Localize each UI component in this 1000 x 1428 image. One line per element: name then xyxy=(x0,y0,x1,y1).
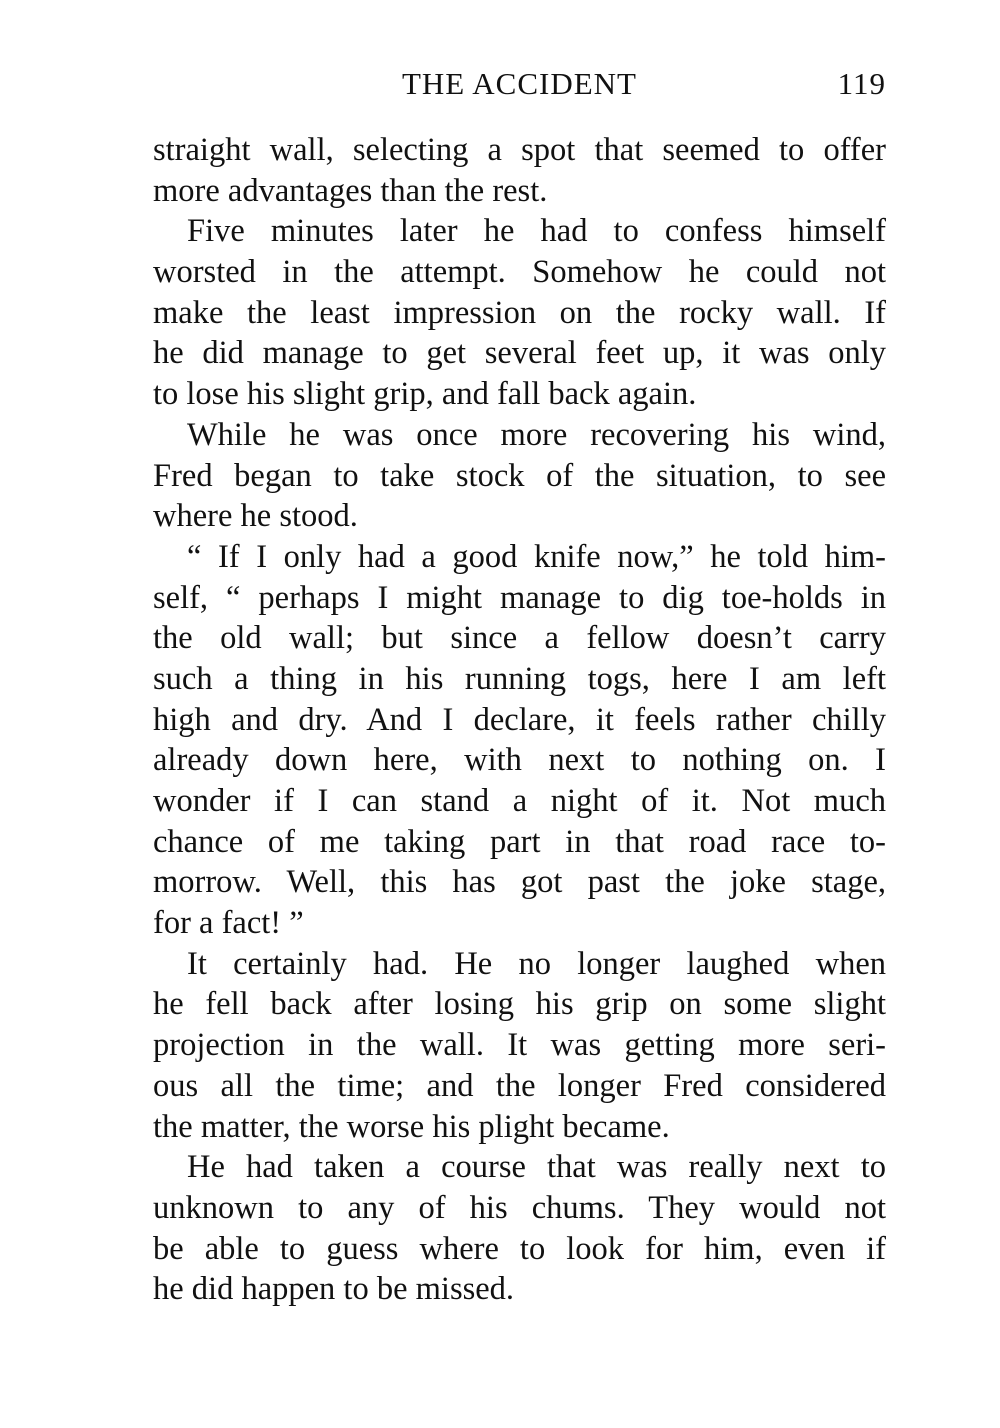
text-line: make the least impression on the rocky wall. If xyxy=(153,294,886,331)
text-line: be able to guess where to look for him, even if xyxy=(153,1230,886,1267)
text-line: already down here, with next to nothing on. I xyxy=(153,742,886,779)
text-line: projection in the wall. It was getting more seri- xyxy=(153,1027,886,1064)
text-line: ous all the time; and the longer Fred considered xyxy=(153,1067,886,1104)
text-line: he fell back after losing his grip on some slight xyxy=(153,986,886,1023)
text-line: more advantages than the rest. xyxy=(153,172,548,209)
running-header xyxy=(153,66,886,110)
text-line: “ If I only had a good knife now,” he told him- xyxy=(187,538,886,575)
text-line: wonder if I can stand a night of it. Not much xyxy=(153,783,886,819)
text-line: chance of me taking part in that road race to- xyxy=(153,823,886,860)
body-text xyxy=(153,130,886,1310)
text-line: unknown to any of his chums. They would not xyxy=(153,1189,886,1226)
text-line: such a thing in his running togs, here I am left xyxy=(153,660,886,697)
text-line: worsted in the attempt. Somehow he could not xyxy=(153,254,886,291)
chapter-title: THE ACCIDENT xyxy=(401,66,637,101)
text-line: Five minutes later he had to confess himself xyxy=(187,213,886,250)
text-line: Fred began to take stock of the situation, to see xyxy=(153,457,886,494)
text-line: where he stood. xyxy=(153,498,358,535)
text-line: the old wall; but since a fellow doesn’t carry xyxy=(153,620,886,657)
text-line: While he was once more recovering his wind, xyxy=(187,416,886,453)
text-line: to lose his slight grip, and fall back again. xyxy=(153,376,697,413)
text-line: he did happen to be missed. xyxy=(153,1271,515,1308)
text-line: He had taken a course that was really next to xyxy=(187,1149,886,1186)
text-line: high and dry. And I declare, it feels rather chilly xyxy=(153,701,886,738)
text-line: It certainly had. He no longer laughed when xyxy=(187,945,886,982)
text-line: for a fact! ” xyxy=(153,905,304,942)
text-line: he did manage to get several feet up, it was only xyxy=(153,335,886,372)
text-line: straight wall, selecting a spot that seemed to offer xyxy=(153,132,886,168)
text-line: self, “ perhaps I might manage to dig toe-holds in xyxy=(153,579,886,616)
text-line: the matter, the worse his plight became. xyxy=(153,1108,670,1145)
text-line: morrow. Well, this has got past the joke stage, xyxy=(153,864,886,901)
page-number: 119 xyxy=(837,66,886,101)
